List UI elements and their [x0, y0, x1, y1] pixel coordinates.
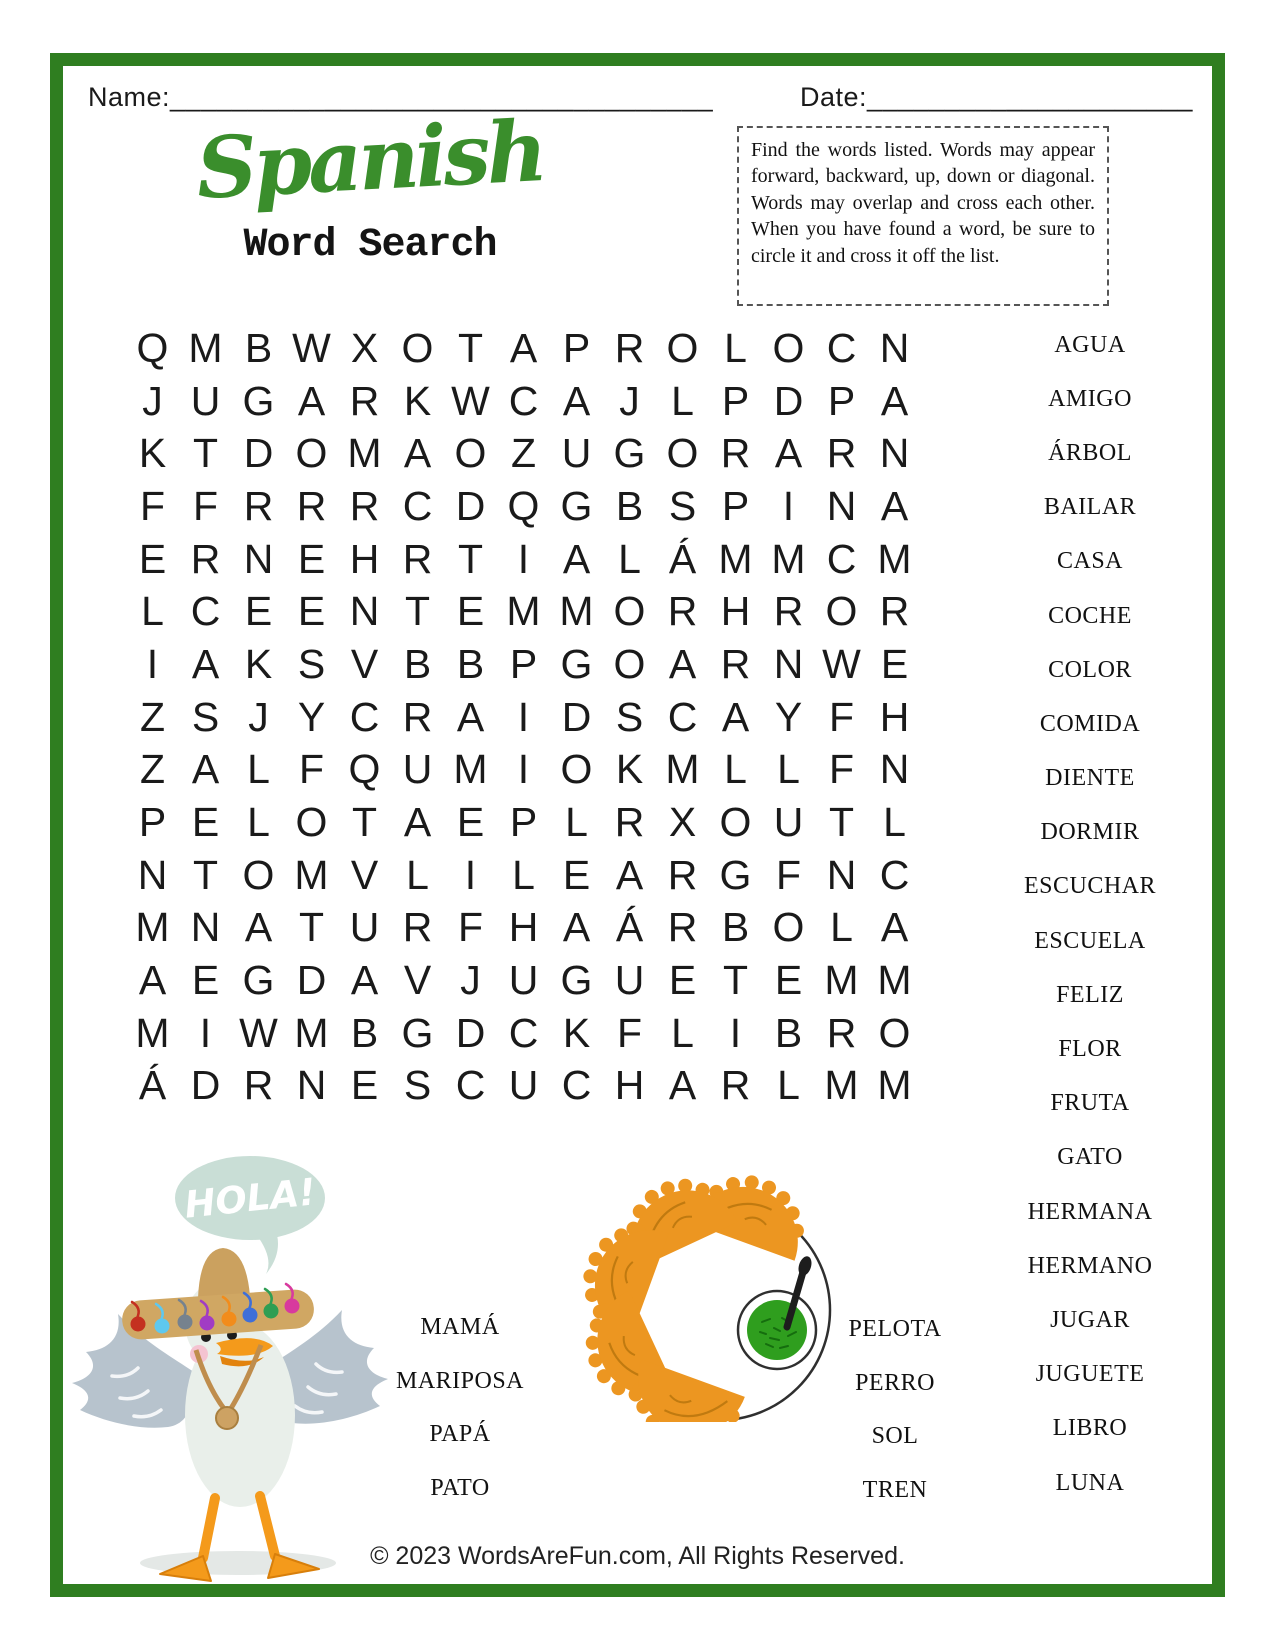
grid-letter: T: [351, 799, 378, 846]
pom-green: [264, 1304, 279, 1319]
grid-letter: N: [826, 482, 857, 529]
grid-letter: R: [667, 851, 698, 898]
grid-letter: F: [828, 746, 855, 793]
instructions-box: [737, 126, 1109, 306]
word-list-item: PATO: [430, 1474, 490, 1501]
word-list-item: PERRO: [855, 1369, 935, 1396]
grid-letter: G: [719, 851, 752, 898]
pom-orange: [222, 1312, 237, 1327]
grid-letter: D: [296, 957, 327, 1004]
grid-letter: I: [517, 746, 530, 793]
grid-letter: G: [242, 377, 275, 424]
name-label: Name:: [88, 82, 171, 112]
grid-letter: R: [190, 535, 221, 582]
word-list-item: GATO: [1057, 1144, 1123, 1171]
grid-letter: A: [668, 640, 697, 687]
grid-letter: M: [135, 904, 170, 951]
grid-letter: M: [188, 324, 223, 371]
grid-letter: R: [826, 1009, 857, 1056]
grid-letter: I: [146, 640, 159, 687]
grid-letter: L: [671, 1009, 694, 1056]
grid-letter: I: [782, 482, 795, 529]
grid-letter: H: [720, 588, 751, 635]
grid-letter: B: [350, 1009, 379, 1056]
word-list-item: FELIZ: [1056, 981, 1124, 1008]
grid-letter: O: [666, 324, 699, 371]
grid-letter: P: [721, 482, 750, 529]
grid-letter: E: [297, 588, 326, 635]
grid-letter: E: [191, 957, 220, 1004]
sombrero-icon: [121, 1248, 315, 1341]
grid-letter: M: [559, 588, 594, 635]
grid-letter: I: [199, 1009, 212, 1056]
grid-letter: K: [403, 377, 432, 424]
grid-letter: L: [724, 324, 747, 371]
grid-letter: N: [296, 1062, 327, 1109]
grid-letter: N: [879, 746, 910, 793]
grid-letter: R: [402, 904, 433, 951]
grid-letter: D: [455, 1009, 486, 1056]
word-search-grid: [126, 322, 921, 1112]
grid-letter: O: [295, 430, 328, 477]
grid-letter: L: [141, 588, 164, 635]
grid-letter: Á: [668, 535, 697, 582]
page-subtitle: Word Search: [243, 222, 497, 268]
word-list-item: COCHE: [1048, 602, 1132, 629]
grid-letter: I: [517, 693, 530, 740]
grid-letter: U: [402, 746, 433, 793]
grid-letter: C: [190, 588, 221, 635]
grid-letter: A: [880, 377, 909, 424]
word-list-item: JUGAR: [1050, 1306, 1130, 1333]
grid-letter: C: [455, 1062, 486, 1109]
word-list-item: ÁRBOL: [1048, 439, 1132, 466]
grid-letter: Y: [774, 693, 803, 740]
grid-letter: D: [243, 430, 274, 477]
pom-magenta: [285, 1299, 300, 1314]
grid-letter: E: [456, 588, 485, 635]
grid-letter: F: [192, 482, 219, 529]
word-list-item: BAILAR: [1043, 494, 1137, 521]
grid-letter: M: [665, 746, 700, 793]
grid-letter: C: [508, 377, 539, 424]
grid-letter: M: [135, 1009, 170, 1056]
grid-letter: V: [350, 640, 379, 687]
grid-letter: C: [561, 1062, 592, 1109]
pom-gray: [178, 1315, 193, 1330]
grid-letter: R: [667, 588, 698, 635]
grid-letter: S: [297, 640, 326, 687]
word-list-item: JUGUETE: [1035, 1361, 1145, 1388]
grid-letter: A: [562, 904, 591, 951]
grid-letter: D: [455, 482, 486, 529]
word-list-item: SOL: [871, 1423, 919, 1450]
grid-letter: O: [613, 640, 646, 687]
copyright-text: © 2023 WordsAreFun.com, All Rights Reserved.: [370, 1542, 905, 1570]
grid-letter: R: [826, 430, 857, 477]
grid-letter: X: [350, 324, 379, 371]
grid-letter: C: [879, 851, 910, 898]
grid-letter: F: [828, 693, 855, 740]
grid-letter: J: [619, 377, 640, 424]
date-fill-line[interactable]: _____________________: [867, 82, 1193, 112]
grid-letter: U: [349, 904, 380, 951]
hola-text: HOLA!: [182, 1170, 318, 1227]
grid-letter: B: [721, 904, 750, 951]
grid-letter: L: [512, 851, 535, 898]
grid-letter: D: [190, 1062, 221, 1109]
grid-letter: T: [828, 799, 855, 846]
grid-letter: O: [825, 588, 858, 635]
grid-letter: K: [615, 746, 644, 793]
grid-letter: L: [777, 746, 800, 793]
grid-letter: M: [453, 746, 488, 793]
grid-letter: A: [615, 851, 644, 898]
grid-letter: J: [248, 693, 269, 740]
grid-letter: N: [773, 640, 804, 687]
grid-letter: M: [877, 1062, 912, 1109]
grid-letter: I: [464, 851, 477, 898]
word-list-item: TREN: [862, 1476, 928, 1503]
word-list-item: ESCUELA: [1034, 927, 1146, 954]
grid-letter: L: [565, 799, 588, 846]
grid-letter: N: [826, 851, 857, 898]
grid-letter: F: [139, 482, 166, 529]
grid-letter: A: [509, 324, 538, 371]
grid-letter: R: [243, 482, 274, 529]
word-list-item: COMIDA: [1039, 710, 1141, 737]
grid-letter: U: [508, 1062, 539, 1109]
grid-letter: R: [243, 1062, 274, 1109]
word-list-item: LIBRO: [1052, 1415, 1128, 1442]
grid-letter: R: [879, 588, 910, 635]
grid-letter: R: [402, 535, 433, 582]
grid-letter: Z: [139, 693, 166, 740]
grid-letter: Q: [136, 324, 169, 371]
word-list-item: FLOR: [1058, 1036, 1122, 1063]
grid-letter: T: [457, 535, 484, 582]
grid-letter: W: [239, 1009, 278, 1056]
grid-letter: J: [142, 377, 163, 424]
grid-letter: O: [242, 851, 275, 898]
grid-letter: O: [878, 1009, 911, 1056]
grid-letter: A: [774, 430, 803, 477]
grid-letter: O: [772, 904, 805, 951]
word-list-item: MARIPOSA: [395, 1367, 525, 1394]
word-list-item: FRUTA: [1050, 1090, 1130, 1117]
grid-letter: M: [824, 1062, 859, 1109]
grid-letter: E: [297, 535, 326, 582]
grid-letter: E: [562, 851, 591, 898]
duck-mascot-illustration: [60, 1138, 395, 1583]
grid-letter: R: [667, 904, 698, 951]
word-list-item: MAMÁ: [420, 1314, 500, 1341]
grid-letter: N: [137, 851, 168, 898]
grid-letter: H: [879, 693, 910, 740]
title-block: [130, 100, 610, 268]
grid-letter: R: [349, 377, 380, 424]
word-list-item: AGUA: [1054, 331, 1126, 358]
grid-letter: L: [247, 746, 270, 793]
grid-letter: M: [877, 957, 912, 1004]
grid-letter: A: [403, 430, 432, 477]
grid-letter: K: [244, 640, 273, 687]
grid-letter: D: [561, 693, 592, 740]
grid-letter: L: [777, 1062, 800, 1109]
grid-letter: E: [244, 588, 273, 635]
grid-letter: G: [560, 640, 593, 687]
grid-letter: V: [403, 957, 432, 1004]
grid-letter: A: [562, 377, 591, 424]
grid-letter: A: [297, 377, 326, 424]
grid-letter: G: [613, 430, 646, 477]
grid-letter: O: [719, 799, 752, 846]
grid-letter: O: [666, 430, 699, 477]
grid-letter: E: [880, 640, 909, 687]
grid-letter: L: [671, 377, 694, 424]
word-list-item: DORMIR: [1040, 819, 1140, 846]
grid-letter: T: [722, 957, 749, 1004]
grid-letter: T: [298, 904, 325, 951]
grid-letter: N: [349, 588, 380, 635]
grid-letter: N: [879, 324, 910, 371]
grid-letter: I: [729, 1009, 742, 1056]
grid-letter: E: [668, 957, 697, 1004]
grid-letter: W: [822, 640, 861, 687]
grid-letter: R: [720, 430, 751, 477]
grid-letter: F: [298, 746, 325, 793]
instructions-text: Find the words listed. Words may appear forward, backward, up, down or diagonal. Words may overlap and cross each other. When you have found a word, be sure to circle it and cross it off the list.: [751, 139, 1095, 267]
grid-letter: T: [404, 588, 431, 635]
grid-letter: A: [350, 957, 379, 1004]
date-label: Date:: [800, 82, 868, 112]
grid-letter: O: [401, 324, 434, 371]
word-list-item: AMIGO: [1048, 385, 1132, 412]
grid-letter: O: [454, 430, 487, 477]
grid-letter: E: [774, 957, 803, 1004]
grid-letter: N: [190, 904, 221, 951]
grid-letter: E: [350, 1062, 379, 1109]
grid-letter: R: [296, 482, 327, 529]
grid-letter: S: [191, 693, 220, 740]
name-fill-line[interactable]: ___________________________________: [170, 82, 714, 112]
grid-letter: C: [349, 693, 380, 740]
grid-letter: N: [243, 535, 274, 582]
grid-letter: H: [614, 1062, 645, 1109]
word-list-item: CASA: [1056, 548, 1124, 575]
grid-letter: B: [774, 1009, 803, 1056]
grid-letter: C: [667, 693, 698, 740]
grid-letter: F: [616, 1009, 643, 1056]
grid-letter: A: [138, 957, 167, 1004]
word-list-item: HERMANO: [1027, 1252, 1153, 1279]
word-list-item: PELOTA: [848, 1316, 942, 1343]
grid-letter: I: [517, 535, 530, 582]
grid-letter: R: [614, 324, 645, 371]
grid-letter: T: [192, 430, 219, 477]
grid-letter: E: [456, 799, 485, 846]
grid-letter: C: [826, 535, 857, 582]
grid-letter: M: [347, 430, 382, 477]
grid-letter: F: [775, 851, 802, 898]
grid-letter: O: [560, 746, 593, 793]
grid-letter: R: [773, 588, 804, 635]
word-list-item: LUNA: [1055, 1469, 1125, 1496]
grid-letter: R: [614, 799, 645, 846]
grid-letter: L: [618, 535, 641, 582]
grid-letter: K: [562, 1009, 591, 1056]
grid-letter: W: [451, 377, 490, 424]
grid-letter: Z: [510, 430, 537, 477]
grid-letter: S: [668, 482, 697, 529]
grid-letter: Á: [138, 1062, 167, 1109]
grid-letter: B: [244, 324, 273, 371]
grid-letter: S: [615, 693, 644, 740]
grid-letter: E: [191, 799, 220, 846]
grid-letter: Z: [139, 746, 166, 793]
grid-letter: U: [773, 799, 804, 846]
grid-letter: A: [191, 746, 220, 793]
grid-letter: O: [613, 588, 646, 635]
empanadas-plate-illustration: [550, 1092, 855, 1422]
grid-letter: S: [403, 1062, 432, 1109]
grid-letter: A: [191, 640, 220, 687]
grid-letter: M: [506, 588, 541, 635]
grid-letter: V: [350, 851, 379, 898]
grid-letter: D: [773, 377, 804, 424]
grid-letter: O: [295, 799, 328, 846]
grid-letter: A: [880, 482, 909, 529]
grid-letter: L: [724, 746, 747, 793]
grid-letter: U: [614, 957, 645, 1004]
hola-speech-bubble: [175, 1156, 325, 1274]
grid-letter: A: [721, 693, 750, 740]
grid-letter: G: [560, 482, 593, 529]
grid-letter: H: [508, 904, 539, 951]
grid-letter: B: [615, 482, 644, 529]
grid-letter: Á: [615, 904, 644, 951]
grid-letter: C: [826, 324, 857, 371]
grid-letter: L: [830, 904, 853, 951]
grid-letter: B: [403, 640, 432, 687]
grid-letter: M: [294, 851, 329, 898]
grid-letter: X: [668, 799, 697, 846]
grid-letter: T: [457, 324, 484, 371]
grid-letter: M: [771, 535, 806, 582]
grid-letter: R: [720, 1062, 751, 1109]
date-field[interactable]: [800, 82, 1193, 113]
pom-purple: [200, 1316, 215, 1331]
grid-letter: P: [562, 324, 591, 371]
grid-letter: G: [560, 957, 593, 1004]
grid-letter: Q: [507, 482, 540, 529]
word-list-item: ESCUCHAR: [1023, 873, 1157, 900]
grid-letter: Y: [297, 693, 326, 740]
grid-letter: Q: [348, 746, 381, 793]
grid-letter: P: [827, 377, 856, 424]
grid-letter: L: [247, 799, 270, 846]
grid-letter: C: [402, 482, 433, 529]
pom-lightblue: [155, 1319, 170, 1334]
grid-letter: E: [138, 535, 167, 582]
grid-letter: T: [192, 851, 219, 898]
grid-letter: R: [349, 482, 380, 529]
grid-letter: A: [668, 1062, 697, 1109]
word-list-item: PAPÁ: [429, 1421, 491, 1448]
grid-letter: F: [457, 904, 484, 951]
grid-letter: N: [879, 430, 910, 477]
page-title: Spanish: [194, 100, 546, 219]
grid-letter: P: [138, 799, 167, 846]
word-list-item: HERMANA: [1027, 1198, 1153, 1225]
pom-blue: [243, 1308, 258, 1323]
grid-letter: A: [880, 904, 909, 951]
grid-letter: M: [877, 535, 912, 582]
grid-letter: M: [718, 535, 753, 582]
grid-letter: B: [456, 640, 485, 687]
grid-letter: G: [401, 1009, 434, 1056]
grid-letter: R: [402, 693, 433, 740]
grid-letter: G: [242, 957, 275, 1004]
grid-letter: A: [456, 693, 485, 740]
grid-letter: A: [562, 535, 591, 582]
grid-letter: L: [883, 799, 906, 846]
grid-letter: K: [138, 430, 167, 477]
grid-letter: U: [190, 377, 221, 424]
grid-letter: U: [508, 957, 539, 1004]
grid-letter: M: [294, 1009, 329, 1056]
word-list-item: COLOR: [1048, 656, 1132, 683]
grid-letter: U: [561, 430, 592, 477]
grid-letter: O: [772, 324, 805, 371]
pom-red: [131, 1317, 146, 1332]
word-list-item: DIENTE: [1045, 765, 1135, 792]
grid-letter: P: [509, 799, 538, 846]
grid-letter: P: [721, 377, 750, 424]
grid-letter: M: [824, 957, 859, 1004]
grid-letter: A: [244, 904, 273, 951]
grid-letter: W: [292, 324, 331, 371]
grid-letter: H: [349, 535, 380, 582]
grid-letter: P: [509, 640, 538, 687]
grid-letter: J: [460, 957, 481, 1004]
grid-letter: L: [406, 851, 429, 898]
grid-letter: R: [720, 640, 751, 687]
grid-letter: A: [403, 799, 432, 846]
grid-letter: C: [508, 1009, 539, 1056]
necklace-medallion: [216, 1407, 238, 1429]
